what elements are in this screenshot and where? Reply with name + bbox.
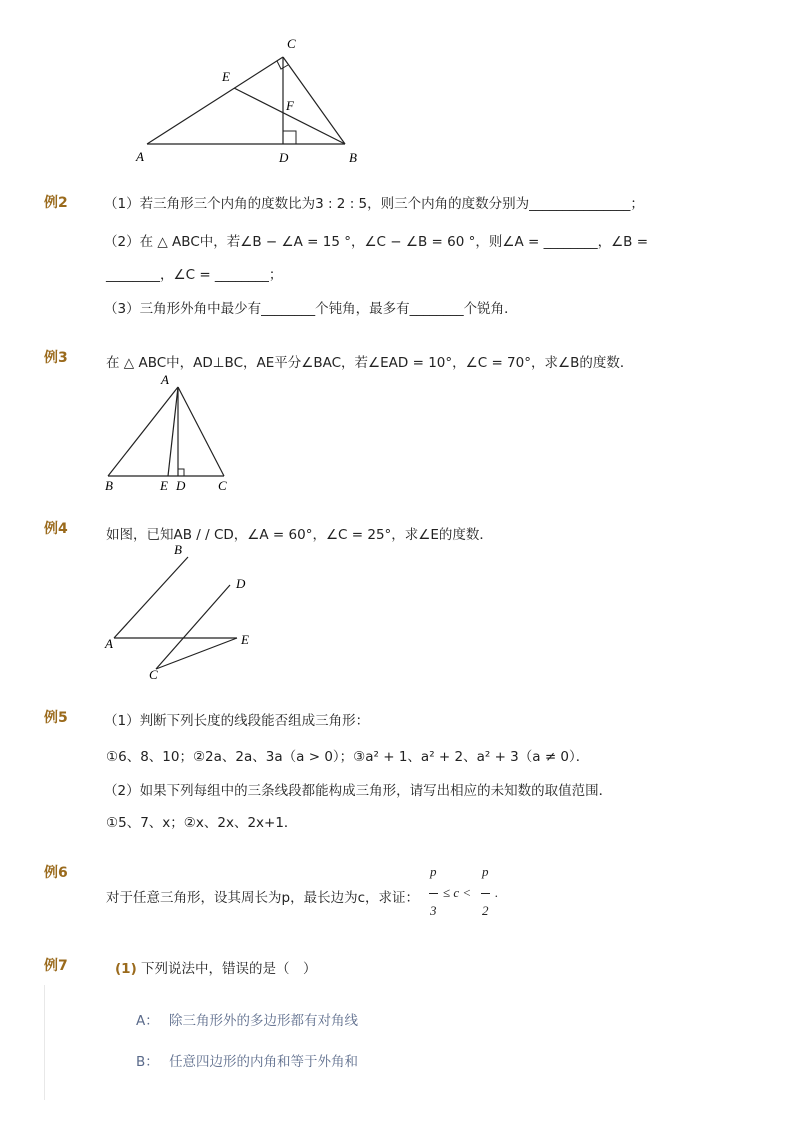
- fig1-label-b: B: [349, 150, 357, 165]
- example-2-q1: （1）若三角形三个内角的度数比为3 : 2 : 5，则三个内角的度数分别为_______________；: [104, 196, 644, 212]
- fig1-label-d: D: [279, 150, 289, 165]
- option-a-text: 除三角形外的多边形都有对角线: [169, 1013, 359, 1029]
- example-7-label: 例7: [44, 958, 68, 974]
- option-a-key: A：: [136, 1013, 159, 1029]
- fig4-label-a: A: [105, 636, 113, 651]
- ineq-left-numerator: p: [430, 864, 437, 879]
- example-2-q2-line1: （2）在 △ ABC中，若∠B − ∠A = 15 °，∠C − ∠B = 60 °，则∠A = ________，∠B =: [104, 234, 649, 250]
- example-4-text: 如图，已知AB / / CD，∠A = 60°，∠C = 25°，求∠E的度数．: [106, 527, 493, 543]
- example-4-label: 例4: [44, 521, 68, 537]
- fig4-label-c: C: [149, 667, 158, 682]
- fig4-label-e: E: [241, 632, 249, 647]
- option-a[interactable]: [136, 1009, 358, 1029]
- ineq-right-bar: [481, 893, 490, 894]
- ineq-left-bar: [429, 893, 438, 894]
- question-number: (1): [115, 961, 137, 977]
- fig3-label-e: E: [160, 478, 168, 493]
- example-7-question: [115, 957, 317, 977]
- fig1-label-c: C: [287, 36, 296, 51]
- example-3-label: 例3: [44, 350, 68, 366]
- fig3-label-a: A: [161, 372, 169, 387]
- ineq-right-denominator: 2: [482, 903, 489, 918]
- fig1-label-f: F: [286, 98, 294, 113]
- ineq-end: .: [495, 885, 499, 900]
- fig1-label-a: A: [136, 149, 144, 164]
- question-text: 下列说法中，错误的是（ ）: [141, 961, 317, 977]
- example-6-text: 对于任意三角形，设其周长为p，最长边为c，求证：: [106, 890, 419, 906]
- option-b-text: 任意四边形的内角和等于外角和: [169, 1054, 359, 1070]
- fig4-label-d: D: [236, 576, 246, 591]
- example-5-q2: （2）如果下列每组中的三条线段都能构成三角形，请写出相应的未知数的取值范围．: [104, 783, 613, 799]
- option-b-key: B：: [136, 1054, 159, 1070]
- example-3-text: 在 △ ABC中，AD⊥BC，AE平分∠BAC，若∠EAD = 10°，∠C = 70°，求∠B的度数．: [106, 355, 634, 371]
- example-5-items: ①6、8、10；②2a、2a、3a（a > 0）；③a² + 1、a² + 2、a² + 3（a ≠ 0）．: [106, 749, 590, 765]
- fig1-label-e: E: [222, 69, 230, 84]
- example-6-label: 例6: [44, 865, 68, 881]
- example-5-label: 例5: [44, 710, 68, 726]
- figure-parallel-lines: [100, 540, 260, 685]
- question-side-bar: [44, 985, 45, 1100]
- fig4-label-b: B: [174, 542, 182, 557]
- ineq-middle: ≤ c <: [443, 885, 472, 900]
- example-2-q2-line2: ________，∠C = ________；: [106, 267, 283, 283]
- figure-triangle-abc-altitudes: [130, 34, 370, 169]
- figure-triangle-ad-ae: [100, 372, 240, 496]
- ineq-left-denominator: 3: [430, 903, 437, 918]
- example-5-items2: ①5、7、x；②x、2x、2x+1．: [106, 815, 298, 831]
- example-2-label: 例2: [44, 195, 68, 211]
- example-5-q1: （1）判断下列长度的线段能否组成三角形：: [104, 713, 370, 729]
- fig3-label-c: C: [218, 478, 227, 493]
- example-2-q3: （3）三角形外角中最少有________个钝角，最多有________个锐角．: [104, 301, 518, 317]
- option-b[interactable]: [136, 1050, 358, 1070]
- ineq-right-numerator: p: [482, 864, 489, 879]
- fig3-label-d: D: [176, 478, 186, 493]
- fig3-label-b: B: [105, 478, 113, 493]
